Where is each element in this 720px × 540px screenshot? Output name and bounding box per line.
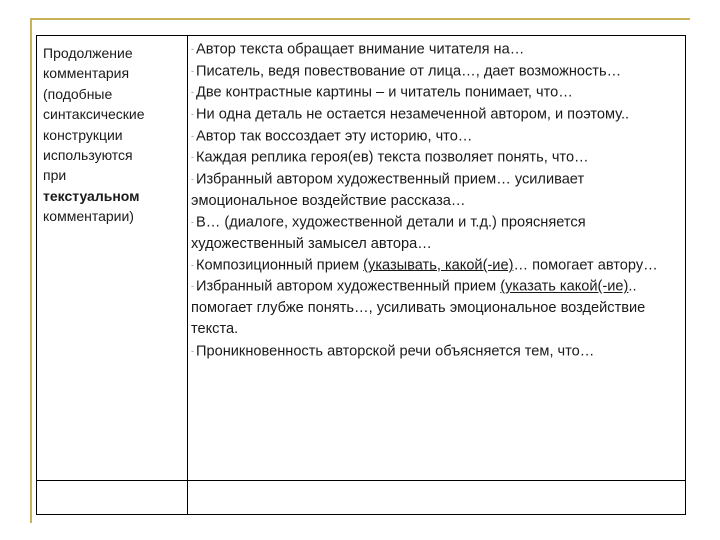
item-text: Композиционный прием (196, 257, 364, 274)
left-cell-line: Продолжение (43, 45, 133, 61)
item-text: Избранный автором художественный прием (196, 278, 501, 295)
bullet-dash: - (191, 281, 194, 292)
left-cell-line: при (43, 167, 67, 184)
right-cell (191, 39, 681, 362)
list-item (191, 39, 681, 61)
list-item (191, 276, 681, 340)
left-cell (43, 43, 185, 227)
item-text: В… (диалоге, художественной детали и т.д.) проясняется художественный замысел автора… (191, 214, 586, 252)
item-underlined-text: (указать какой(-ие) (500, 278, 629, 295)
item-text: .. помогает глубже понять…, усиливать эмоциональное воздействие текста. (191, 278, 646, 338)
frame-left-border (30, 18, 32, 523)
bullet-dash: - (191, 174, 194, 185)
item-text: Автор так воссоздает эту историю, что… (196, 128, 473, 145)
item-text: Автор текста обращает внимание читателя на… (196, 41, 525, 58)
bullet-dash: - (191, 216, 194, 227)
left-cell-bold-word: текстуальном (43, 187, 140, 204)
left-cell-line: конструкции (43, 126, 123, 143)
list-item (191, 341, 681, 363)
bullet-dash: - (191, 109, 194, 120)
item-underlined-text: (указывать, какой(-ие) (363, 257, 514, 274)
bullet-dash: - (191, 65, 194, 76)
bullet-dash: - (191, 152, 194, 163)
list-item (191, 104, 681, 126)
bullet-dash: - (191, 259, 194, 270)
list-item (191, 61, 681, 83)
bullet-dash: - (191, 87, 194, 98)
item-text: Проникновенность авторской речи объясняется тем, что… (196, 343, 595, 359)
item-text: Ни одна деталь не остается незамеченной автором, и поэтому.. (196, 106, 630, 123)
left-cell-line: (подобные (43, 85, 113, 102)
list-item (191, 147, 681, 169)
row-divider (37, 480, 685, 481)
left-cell-line: комментарии) (43, 208, 134, 225)
comment-table (36, 35, 686, 515)
item-text: Избранный автором художественный прием… усиливает эмоциональное воздействие рассказа… (191, 171, 585, 209)
column-divider (187, 36, 188, 514)
bullet-dash: - (191, 345, 194, 356)
item-text: Каждая реплика героя(ев) текста позволяет понять, что… (196, 149, 589, 166)
left-cell-line: комментария (43, 65, 130, 82)
bullet-dash: - (191, 130, 194, 141)
left-cell-line: синтаксические (43, 106, 145, 123)
list-item (191, 212, 681, 255)
list-item (191, 82, 681, 104)
item-text: … помогает автору… (513, 257, 658, 274)
item-text: Две контрастные картины – и читатель понимает, что… (196, 84, 573, 101)
frame-top-border (30, 18, 690, 20)
list-item (191, 255, 681, 277)
left-cell-line: используются (43, 147, 133, 164)
list-item (191, 126, 681, 148)
list-item (191, 169, 681, 212)
item-text: Писатель, ведя повествование от лица…, дает возможность… (196, 63, 622, 80)
bullet-dash: - (191, 44, 194, 54)
